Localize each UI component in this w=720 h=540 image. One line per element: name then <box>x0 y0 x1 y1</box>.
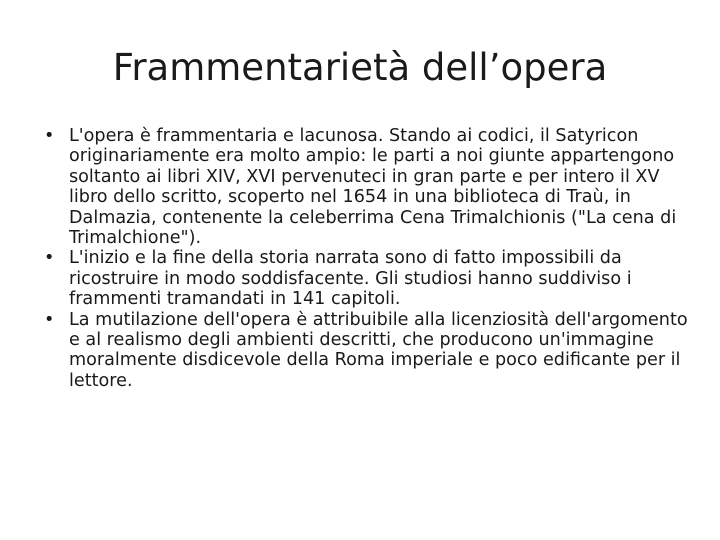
bullet-text: L'inizio e la fine della storia narrata sono di fatto impossibili da ricostruire in modo soddisfacente. Gli studiosi hanno suddiviso i frammenti tramandati in 141 capitoli. <box>69 248 632 310</box>
bullet-item <box>44 126 694 248</box>
bullet-marker: • <box>44 309 55 330</box>
slide-title: Frammentarietà dell’opera <box>112 46 608 89</box>
bullet-list <box>44 126 694 391</box>
bullet-item <box>44 310 694 392</box>
bullet-text: L'opera è frammentaria e lacunosa. Stando ai codici, il Satyricon originariamente era molto ampio: le parti a noi giunte appartengono soltanto ai libri XIV, XVI pervenuteci in gran parte e per intero il XV libro dello scritto, scoperto nel 1654 in una biblioteca di Traù, in Dalmazia, contenente la celeberrima Cena Trimalchionis ("La cena di Trimalchione"). <box>69 126 677 249</box>
bullet-marker: • <box>44 248 55 269</box>
bullet-marker: • <box>44 126 55 146</box>
bullet-item <box>44 248 694 309</box>
bullet-text: La mutilazione dell'opera è attribuibile alla licenziosità dell'argomento e al realismo degli ambienti descritti, che producono un'immagine moralmente disdicevole della Roma imperiale e poco edificante per il lettore. <box>69 309 688 391</box>
